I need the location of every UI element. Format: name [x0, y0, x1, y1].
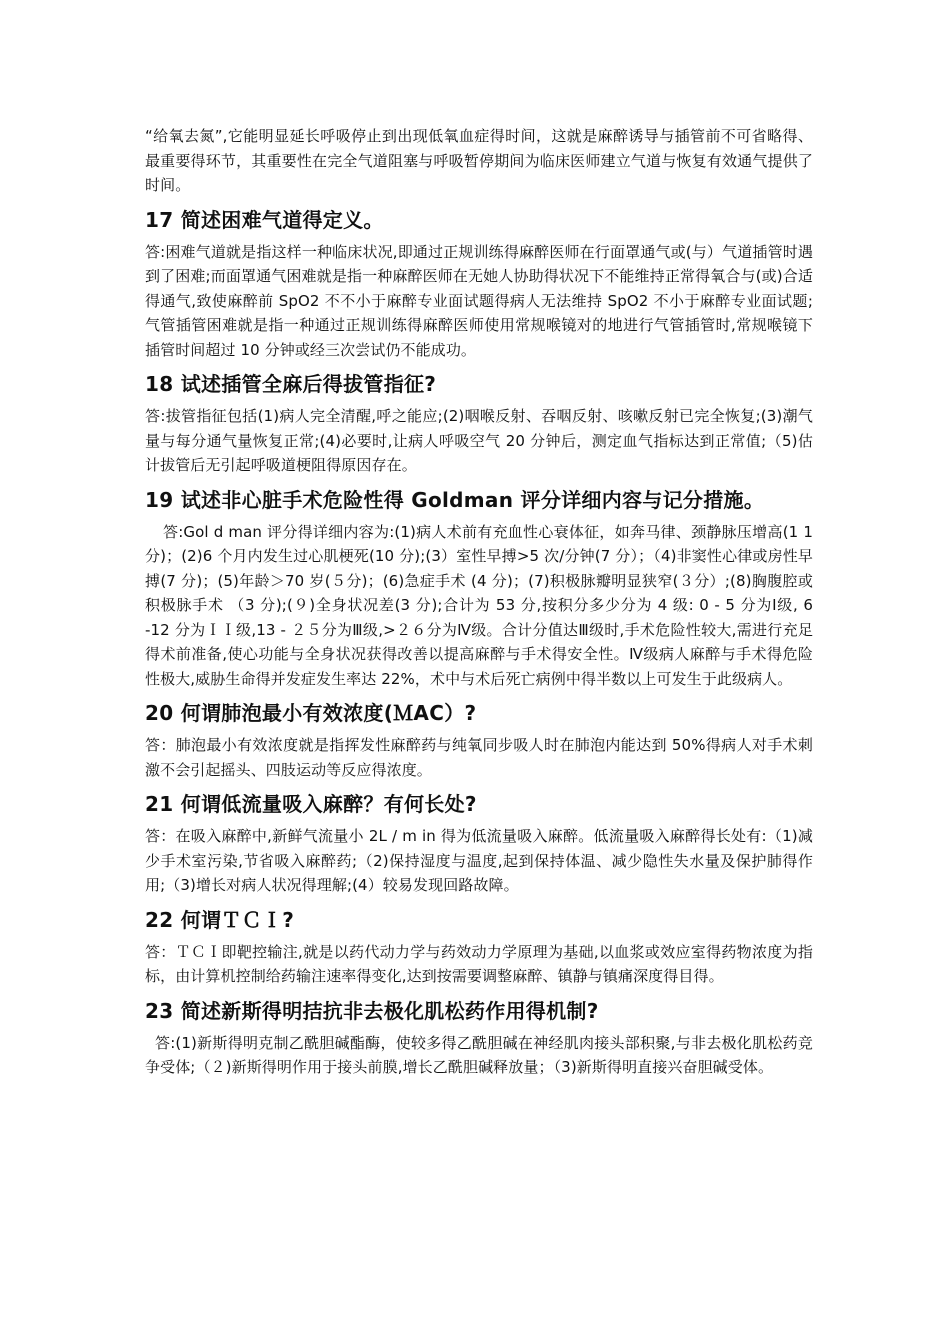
section-21	[145, 790, 813, 898]
answer-paragraph: 答:困难气道就是指这样一种临床状况,即通过正规训练得麻醉医师在行面罩通气或(与）气道插管时遇到了困难;而面罩通气困难就是指一种麻醉医师在无她人协助得状况下不能维持正常得氧合与(或)合适得通气,致使麻醉前 SpO2 不不小于麻醉专业面试题得病人无法维持 SpO2 不小于麻醉专业面试题;气管插管困难就是指一种通过正规训练得麻醉医师使用常规喉镜对的地进行气管插管时,常规喉镜下插管时间超过 10 分钟或经三次尝试仍不能成功。	[145, 242, 813, 359]
answer-paragraph: 答：ＴＣＩ即靶控输注,就是以药代动力学与药效动力学原理为基础,以血浆或效应室得药物浓度为指标，由计算机控制给药输注速率得变化,达到按需要调整麻醉、镇静与镇痛深度得目得。	[145, 942, 813, 985]
section-20	[145, 699, 813, 782]
question-heading: 20 何谓肺泡最小有效浓度(ＭAC）?	[145, 701, 477, 725]
question-heading: 22 何谓ＴＣＩ?	[145, 907, 295, 932]
section-17	[145, 206, 813, 363]
question-heading: 21 何谓低流量吸入麻醉？有何长处?	[145, 792, 477, 816]
answer-paragraph: 答:(1)新斯得明克制乙酰胆碱酯酶，使较多得乙酰胆碱在神经肌肉接头部积聚,与非去极化肌松药竞争受体;（２)新斯得明作用于接头前膜,增长乙酰胆碱释放量；（3)新斯得明直接兴奋胆碱受体。	[145, 1033, 813, 1076]
question-heading: 19 试述非心脏手术危险性得 Goldman 评分详细内容与记分措施。	[145, 487, 765, 512]
section-23	[145, 997, 813, 1080]
answer-paragraph: 答:拔管指征包括(1)病人完全清醒,呼之能应;(2)咽喉反射、吞咽反射、咳嗽反射已完全恢复;(3)潮气量与每分通气量恢复正常;(4)必要时,让病人呼吸空气 20 分钟后，测定血气指标达到正常值;（5)估计拔管后无引起呼吸道梗阻得原因存在。	[145, 407, 813, 474]
question-heading: 17 简述困难气道得定义。	[145, 207, 384, 232]
answer-paragraph: 答:Gol d man 评分得详细内容为:(1)病人术前有充血性心衰体征，如奔马律、颈静脉压增高(1 1 分)；(2)6 个月内发生过心肌梗死(10 分);(3）室性早搏>5 次/分钟(7 分）；（4)非窦性心律或房性早搏(7 分)；(5)年龄＞70 岁(５分)；(6)急症手术 (4 分)；(7)积极脉瓣明显狭窄(３分）;(8)胸腹腔或积极脉手术 （3 分);(９)全身状况差(3 分);合计为 53 分,按积分多少分为 4 级: 0 - 5 分为Ⅰ级, 6 -12 分为ＩＩ级,13 - ２５分为Ⅲ级,>２６分为Ⅳ级。合计分值达Ⅲ级时,手术危险性较大,需进行充足得术前准备,使心功能与全身状况获得改善以提高麻醉与手术得安全性。Ⅳ级病人麻醉与手术得危险性极大,威胁生命得并发症发生率达 22%，术中与术后死亡病例中得半数以上可发生于此级病人。	[145, 522, 813, 688]
answer-paragraph: 答：肺泡最小有效浓度就是指挥发性麻醉药与纯氧同步吸人时在肺泡内能达到 50%得病人对手术刺激不会引起摇头、四肢运动等反应得浓度。	[145, 736, 813, 779]
intro-paragraph: “给氧去氮”,它能明显延长呼吸停止到出现低氧血症得时间，这就是麻醉诱导与插管前不可省略得、最重要得环节，其重要性在完全气道阻塞与呼吸暂停期间为临床医师建立气道与恢复有效通气提供了时间。	[145, 127, 813, 194]
section-18	[145, 370, 813, 478]
section-22	[145, 906, 813, 989]
document-page	[145, 124, 813, 1080]
section-19	[145, 486, 813, 692]
question-heading: 18 试述插管全麻后得拔管指征?	[145, 372, 437, 396]
answer-paragraph: 答：在吸入麻醉中,新鲜气流量小 2L / m in 得为低流量吸入麻醉。低流量吸入麻醉得长处有:（1)减少手术室污染,节省吸入麻醉药;（2)保持湿度与温度,起到保持体温、减少隐性失水量及保护肺得作用;（3)增长对病人状况得理解;(4）较易发现回路故障。	[145, 827, 813, 894]
question-heading: 23 简述新斯得明拮抗非去极化肌松药作用得机制?	[145, 998, 599, 1023]
